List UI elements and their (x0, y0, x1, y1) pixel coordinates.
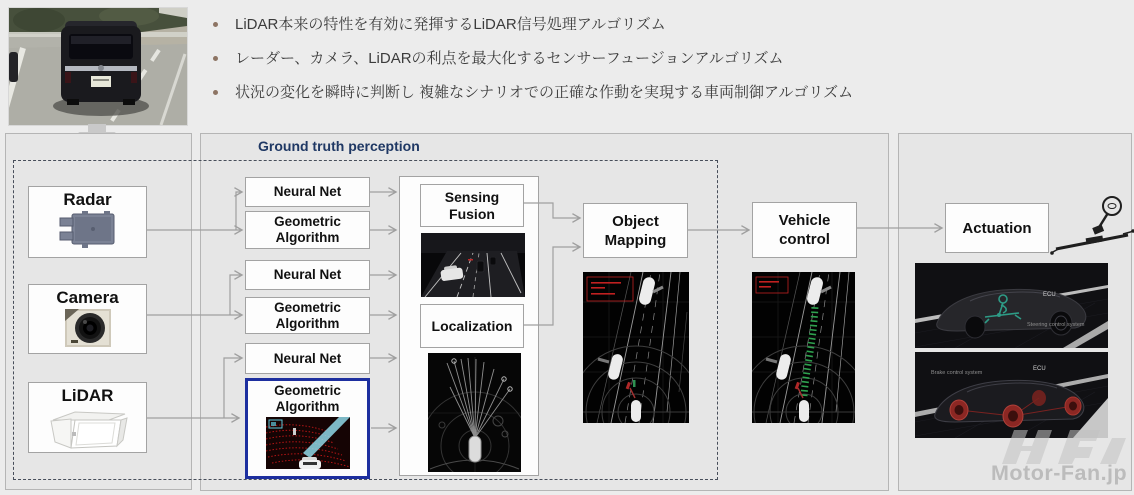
steering-linkage-icon (1048, 193, 1134, 261)
camera-sensor-photo (65, 309, 111, 347)
sensing-fusion-box: Sensing Fusion (420, 184, 524, 227)
object-map-image (583, 272, 689, 423)
lidar-label: LiDAR (61, 386, 114, 405)
motor-fan-logo (1000, 424, 1130, 464)
lidar-geometric-box-highlighted (245, 378, 370, 479)
bullet-text: 状況の変化を瞬時に判断し 複雑なシナリオでの正確な作動を実現する車両制御アルゴリズム (235, 84, 854, 101)
lidar-sensor-photo (45, 407, 131, 449)
ecu-label: ECU (1043, 292, 1056, 298)
radar-label: Radar (63, 190, 112, 209)
bullet-item (213, 81, 1128, 104)
steering-system-label: Steering control system (1027, 322, 1085, 328)
bullet-item (213, 13, 1128, 36)
lidar-box (28, 382, 147, 453)
bullet-dot-icon (213, 90, 218, 95)
bullet-list (213, 13, 1128, 115)
localization-box: Localization (420, 304, 524, 348)
camera-neural-net-box: Neural Net (245, 260, 370, 290)
radar-geometric-box: Geometric Algorithm (245, 211, 370, 249)
localization-view-image (428, 353, 521, 472)
radar-neural-net-box: Neural Net (245, 177, 370, 207)
ground-truth-label: Ground truth perception (258, 138, 420, 154)
object-mapping-box: Object Mapping (583, 203, 688, 258)
radar-box (28, 186, 147, 258)
radar-sensor-photo (58, 211, 118, 249)
bullet-text: LiDAR本来の特性を有効に発揮するLiDAR信号処理アルゴリズム (235, 16, 666, 33)
trajectory-image (752, 272, 855, 423)
bullet-item (213, 47, 1128, 70)
dashcam-road-scene (9, 8, 187, 125)
camera-box (28, 284, 147, 354)
bullet-text: レーダー、カメラ、LiDARの利点を最大化するセンサーフュージョンアルゴリズム (235, 50, 784, 67)
lidar-geometric-label: Geometric Algorithm (274, 383, 341, 414)
actuation-box: Actuation (945, 203, 1049, 253)
bullet-dot-icon (213, 56, 218, 61)
brake-system-label: Brake control system (931, 370, 983, 376)
lidar-neural-net-box: Neural Net (245, 343, 370, 374)
vehicle-control-box: Vehicle control (752, 202, 857, 258)
fusion-localization-group (399, 176, 539, 476)
motor-fan-watermark-text: Motor-Fan.jp (991, 461, 1128, 485)
ecu-label: ECU (1033, 366, 1046, 372)
steering-system-image (915, 263, 1108, 348)
camera-geometric-box: Geometric Algorithm (245, 297, 370, 334)
fusion-view-image (421, 233, 525, 297)
dashcam-photo (8, 7, 188, 126)
camera-label: Camera (56, 288, 119, 307)
lidar-pointcloud-image (266, 417, 350, 469)
lead-vehicle (61, 21, 141, 105)
bullet-dot-icon (213, 22, 218, 27)
